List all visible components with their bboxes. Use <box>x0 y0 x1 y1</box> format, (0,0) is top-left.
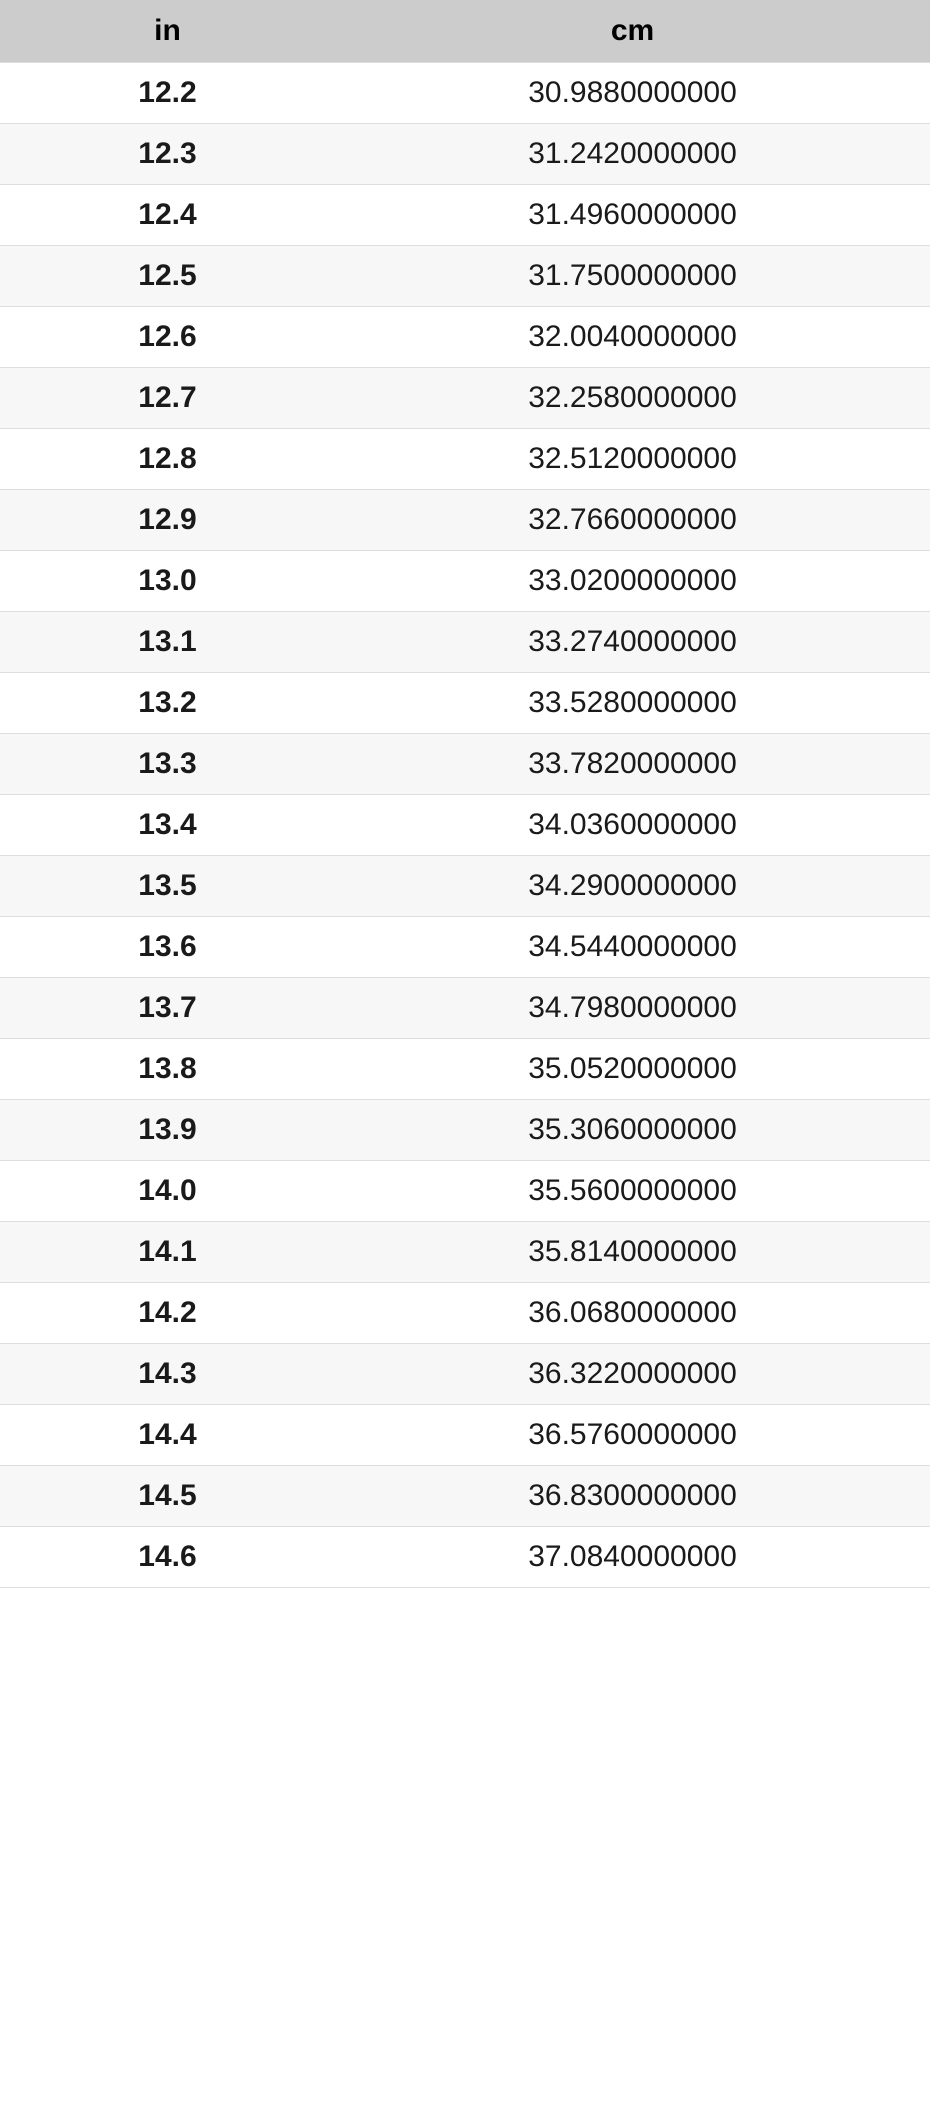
table-row <box>0 795 930 856</box>
table-row <box>0 368 930 429</box>
cell-inches: 12.5 <box>0 246 335 307</box>
cell-inches: 12.4 <box>0 185 335 246</box>
table-row <box>0 551 930 612</box>
cell-centimeters: 32.0040000000 <box>335 307 930 368</box>
table-row <box>0 978 930 1039</box>
cell-inches: 12.7 <box>0 368 335 429</box>
cell-inches: 13.6 <box>0 917 335 978</box>
table-row <box>0 856 930 917</box>
cell-centimeters: 34.5440000000 <box>335 917 930 978</box>
table-header-row <box>0 0 930 63</box>
cell-centimeters: 33.5280000000 <box>335 673 930 734</box>
cell-centimeters: 34.7980000000 <box>335 978 930 1039</box>
table-row <box>0 917 930 978</box>
cell-centimeters: 31.7500000000 <box>335 246 930 307</box>
table-header <box>0 0 930 63</box>
cell-centimeters: 35.0520000000 <box>335 1039 930 1100</box>
cell-inches: 14.2 <box>0 1283 335 1344</box>
cell-centimeters: 32.5120000000 <box>335 429 930 490</box>
table-row <box>0 1405 930 1466</box>
table-row <box>0 1466 930 1527</box>
table-row <box>0 124 930 185</box>
table-row <box>0 1344 930 1405</box>
cell-centimeters: 37.0840000000 <box>335 1527 930 1588</box>
cell-centimeters: 33.7820000000 <box>335 734 930 795</box>
cell-centimeters: 35.3060000000 <box>335 1100 930 1161</box>
cell-centimeters: 33.0200000000 <box>335 551 930 612</box>
cell-inches: 12.8 <box>0 429 335 490</box>
cell-inches: 14.0 <box>0 1161 335 1222</box>
cell-inches: 13.4 <box>0 795 335 856</box>
table-row <box>0 63 930 124</box>
cell-centimeters: 31.4960000000 <box>335 185 930 246</box>
cell-inches: 12.9 <box>0 490 335 551</box>
cell-inches: 13.2 <box>0 673 335 734</box>
cell-inches: 14.4 <box>0 1405 335 1466</box>
cell-inches: 13.8 <box>0 1039 335 1100</box>
table-row <box>0 1283 930 1344</box>
table-row <box>0 673 930 734</box>
table-row <box>0 1161 930 1222</box>
cell-centimeters: 30.9880000000 <box>335 63 930 124</box>
cell-centimeters: 36.5760000000 <box>335 1405 930 1466</box>
cell-centimeters: 33.2740000000 <box>335 612 930 673</box>
cell-inches: 14.6 <box>0 1527 335 1588</box>
cell-inches: 14.3 <box>0 1344 335 1405</box>
cell-inches: 12.2 <box>0 63 335 124</box>
cell-inches: 13.0 <box>0 551 335 612</box>
cell-inches: 12.6 <box>0 307 335 368</box>
cell-centimeters: 35.8140000000 <box>335 1222 930 1283</box>
table-row <box>0 185 930 246</box>
cell-inches: 14.1 <box>0 1222 335 1283</box>
column-header-inches: in <box>0 0 335 63</box>
cell-inches: 13.3 <box>0 734 335 795</box>
cell-inches: 13.5 <box>0 856 335 917</box>
cell-centimeters: 34.2900000000 <box>335 856 930 917</box>
cell-centimeters: 34.0360000000 <box>335 795 930 856</box>
cell-inches: 14.5 <box>0 1466 335 1527</box>
cell-inches: 13.9 <box>0 1100 335 1161</box>
cell-centimeters: 36.8300000000 <box>335 1466 930 1527</box>
table-row <box>0 1100 930 1161</box>
cell-centimeters: 36.0680000000 <box>335 1283 930 1344</box>
cell-centimeters: 35.5600000000 <box>335 1161 930 1222</box>
cell-centimeters: 32.7660000000 <box>335 490 930 551</box>
table-row <box>0 246 930 307</box>
table-row <box>0 490 930 551</box>
table-row <box>0 1222 930 1283</box>
cell-centimeters: 32.2580000000 <box>335 368 930 429</box>
table-row <box>0 734 930 795</box>
cell-centimeters: 36.3220000000 <box>335 1344 930 1405</box>
table-body <box>0 63 930 1588</box>
table-row <box>0 307 930 368</box>
table-row <box>0 612 930 673</box>
cell-centimeters: 31.2420000000 <box>335 124 930 185</box>
cell-inches: 12.3 <box>0 124 335 185</box>
table-row <box>0 1527 930 1588</box>
column-header-centimeters: cm <box>335 0 930 63</box>
table-row <box>0 429 930 490</box>
cell-inches: 13.1 <box>0 612 335 673</box>
table-row <box>0 1039 930 1100</box>
cell-inches: 13.7 <box>0 978 335 1039</box>
